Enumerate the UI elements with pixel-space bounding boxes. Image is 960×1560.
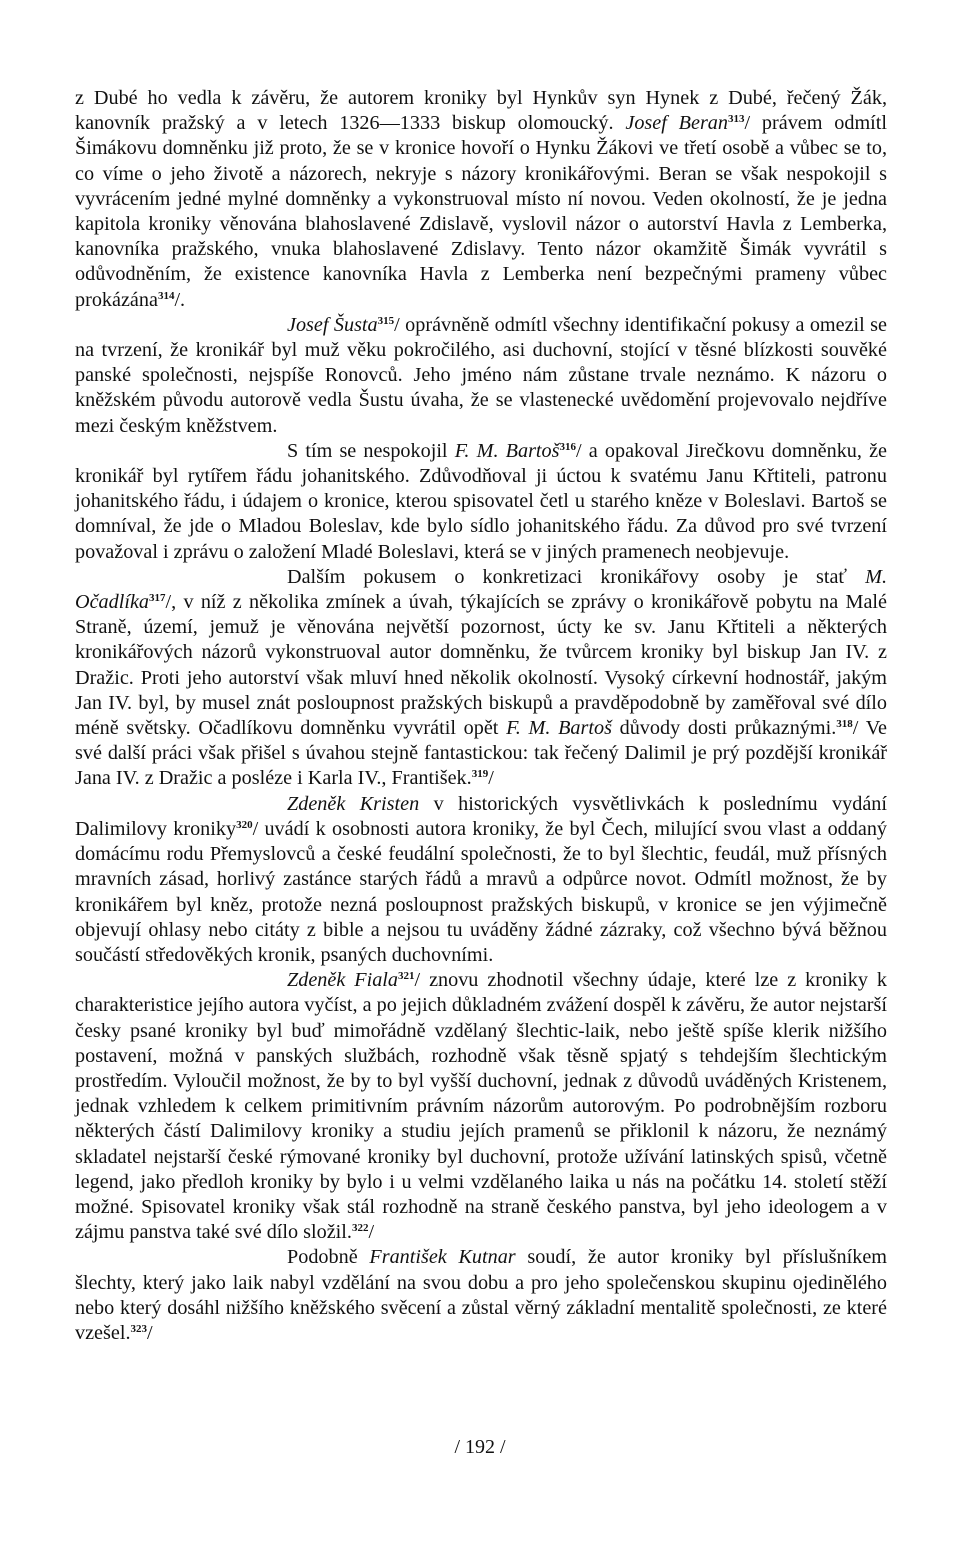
paragraph xyxy=(75,439,887,565)
text-run: /, v níž z několika zmínek a úvah, týkajících se zprávy o kronikářově pobytu na Malé Straně, území, jemuž je věnována největší pozornost, úcty ke sv. Janu Křtiteli a některých kronikářových názorů vykonstruoval autor domněnku, že tvůrcem kroniky byl biskup Jan IV. z Dražic. Proti jeho autorství však mluví hned několik okolností. Vysoký církevní hodnostář, jakým Jan IV. byl, by musel znát posloupnost pražských biskupů a pravděpodobně by zaměřoval své dílo méně světsky. Očadlíkovu domněnku vyvrátil opět xyxy=(75,591,887,740)
paragraph xyxy=(75,565,887,792)
footnote-ref: 314 xyxy=(157,289,175,302)
footnote-ref: 317 xyxy=(149,592,166,605)
text-run: / oprávněně odmítl všechny identifikační pokusy a omezil se na tvrzení, že kronikář byl muž věku pokročilého, asi duchovní, stojící v těsné blízkosti souvěké panské společnosti, nejspíše Ronovců. Jeho jméno nám zůstane trvale neznámo. K názoru o kněžském původu autorově vedla Šustu úvaha, že se vlastenecké uvědomění projevovalo nejdříve mezi českým kněžstvem. xyxy=(75,313,887,437)
paragraph xyxy=(75,86,887,313)
text-run: / Ve své další práci však přišel s úvahou stejně fantastickou: tak řečený Dalimil je prý pozdější kronikář Jana IV. z Dražic a posléze i Karla IV., František. xyxy=(75,717,887,790)
text-run: z Dubé ho vedla k závěru, že autorem kroniky byl Hynkův syn Hynek z Dubé, řečený Žák, kanovník pražský a v letech 1326—1333 biskup olomoucký. xyxy=(75,87,887,135)
text-run: / xyxy=(147,1321,153,1344)
author-name: Josef Beran xyxy=(625,112,728,135)
footnote-ref: 320 xyxy=(236,818,253,831)
text-run: / a opakoval Jirečkovu domněnku, že kronikář byl rytířem řádu johanitského. Zdůvodňoval ji úctou k svatému Janu Křtiteli, patronu johanitského řádu, i údajem o kronice, kterou spisovatel četl u starého kněze v Boleslavi. Bartoš se domníval, že jde o Mladou Boleslav, kde bylo sídlo johanitského řádu. Za důvod pro své tvrzení považoval i zprávu o založení Mladé Boleslavi, která se v jiných pramenech neobjevuje. xyxy=(75,439,888,563)
footnote-ref: 313 xyxy=(728,113,745,126)
author-name: Zdeněk Fiala xyxy=(287,969,398,992)
text-run: / uvádí k osobnosti autora kroniky, že byl Čech, milující svou vlast a oddaný domácímu rodu Přemyslovců a české feudální společnosti, že to byl šlechtic, feudál, muž přísných mravních zásad, horlivý zastánce starých řádů a mravů a odpůrce novot. Odmítl možnost, že by kronikářem byl kněz, protože nezná posloupnost pražských biskupů, v kronice se jen výjimečně objevují ohlasy nebo citáty z bible a nejsou tu uváděny žádné zázraky, což všechno bývá běžnou součástí středověkých kronik, psaných duchovními. xyxy=(75,817,888,966)
paragraph xyxy=(75,968,887,1245)
page-body xyxy=(75,86,887,1346)
footnote-ref: 315 xyxy=(377,314,395,327)
text-run: v historických vysvětlivkách k poslednímu vydání Dalimilovy kroniky xyxy=(75,792,887,840)
paragraph xyxy=(75,792,887,968)
author-name: F. M. Bartoš xyxy=(454,439,560,462)
text-run: Podobně xyxy=(287,1246,370,1269)
footnote-ref: 318 xyxy=(836,718,853,731)
paragraph xyxy=(75,1245,887,1346)
footnote-ref: 316 xyxy=(559,440,576,453)
footnote-ref: 322 xyxy=(351,1222,369,1235)
paragraph xyxy=(75,313,887,439)
text-run: důvody dosti průkaznými. xyxy=(611,717,837,740)
author-name: Zdeněk Kristen xyxy=(287,792,420,815)
author-name: F. M. Bartoš xyxy=(506,717,612,740)
text-run: / znovu zhodnotil všechny údaje, které lze z kroniky k charakteristice jejího autora vyčíst, a po jejich důkladném zvážení dospěl k závěru, že autor nejstarší česky psané kroniky byl buď mimořádně vzdělaný šlechtic-laik, nebo ještě spíše klerik nižšího postavení, možná v panských službách, rozhodně však těsně spjatý s tehdejším šlechtickým prostředím. Vyloučil možnost, že by to byl vyšší duchovní, jednak z důvodů uváděných Kristenem, jednak vzhledem k celkem primitivním právním názorům autorovým. Po podrobnějším rozboru některých částí Dalimilovy kroniky a studiu jejích pramenů se přiklonil k názoru, že neznámý skladatel nejstarší české rýmované kroniky byl duchovní, protože užívání latinských spisů, včetně legend, jako předloh kroniky by bylo i u velmi vzdělaného laika u nás na počátku 14. století stěží možné. Spisovatel kroniky však stál rozhodně na straně českého panstva, byl jeho ideologem a v zájmu panstva také své dílo složil. xyxy=(75,969,887,1244)
text-run: S tím se nespokojil xyxy=(287,439,455,462)
footnote-ref: 319 xyxy=(471,768,489,781)
page-number: / 192 / xyxy=(454,1436,506,1458)
text-run: / právem odmítl Šimákovu domněnku již proto, že se v kronice hovoří o Hynku Žákovi ve třetí osobě a vůbec se to, co víme o jeho životě a názorech, nekryje s názory kronikářovými. Beran se však nespokojil s vyvrácením jedné mylné domněnky a vykonstruoval místo ní novou. Veden okolností, že je jedna kapitola kroniky věnována blahoslavené Zdislavě, vyslovil názor o autorství Havla z Lemberka, kanovníka pražského, vnuka blahoslavené Zdislavy. Tento názor okamžitě Šimák vyvrátil s odůvodněním, že existence kanovníka Havla z Lemberka není bezpečnými prameny vůbec prokázána xyxy=(75,112,887,311)
author-name: Josef Šusta xyxy=(287,313,378,336)
text-run: soudí, že autor kroniky byl příslušníkem šlechty, který jako laik nabyl vzdělání na svou dobu a pro jeho společenskou skupinu ojedinělého nebo který dosáhl nižšího kněžského svěcení a zůstal věrný základní mentalitě společnosti, ze které vzešel. xyxy=(75,1246,888,1344)
text-run: / xyxy=(368,1221,375,1244)
text-run: / xyxy=(488,767,494,790)
text-run: Dalším pokusem o konkretizaci kronikářovy osoby je stať xyxy=(287,565,866,588)
text-run: /. xyxy=(174,288,186,311)
footnote-ref: 323 xyxy=(130,1322,147,1335)
footnote-ref: 321 xyxy=(398,970,415,983)
author-name: M. Očadlíka xyxy=(75,565,887,614)
author-name: František Kutnar xyxy=(369,1246,516,1269)
